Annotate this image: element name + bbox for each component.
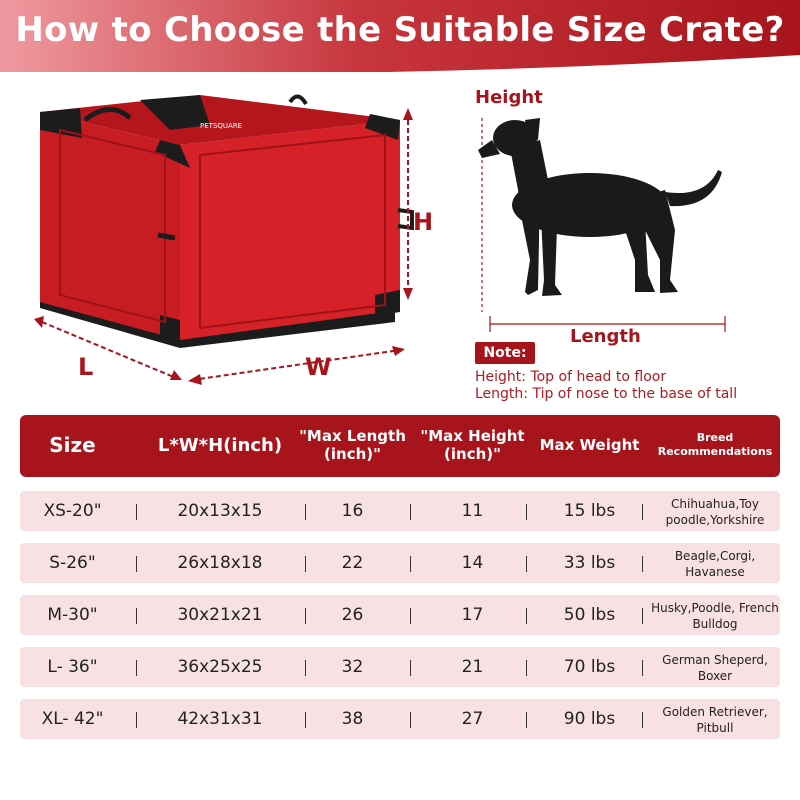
title-banner (0, 0, 800, 72)
header-max-weight: Max Weight (539, 436, 640, 454)
cell-max-length: 22 (341, 553, 364, 573)
column-divider (410, 556, 411, 572)
column-divider (410, 504, 411, 520)
cell-size: XS-20" (43, 501, 102, 521)
note-length-text: Length: Tip of nose to the base of tall (475, 386, 738, 402)
crate-image (20, 90, 450, 390)
column-divider (642, 712, 643, 728)
column-divider (526, 712, 527, 728)
column-divider (526, 556, 527, 572)
width-dimension-label: W (305, 353, 332, 381)
column-divider (642, 504, 643, 520)
cell-max-weight: 33 lbs (563, 553, 616, 573)
column-divider (642, 608, 643, 624)
column-divider (526, 504, 527, 520)
cell-size: L- 36" (47, 657, 98, 677)
column-divider (305, 504, 306, 520)
cell-dimensions: 30x21x21 (177, 605, 263, 625)
table-row (20, 491, 780, 531)
note-badge: Note: (475, 342, 535, 364)
cell-max-height: 11 (461, 501, 484, 521)
column-divider (305, 608, 306, 624)
page-title: How to Choose the Suitable Size Crate? (15, 10, 785, 50)
cell-max-weight: 90 lbs (563, 709, 616, 729)
cell-dimensions: 36x25x25 (177, 657, 263, 677)
cell-dimensions: 42x31x31 (177, 709, 263, 729)
column-divider (136, 608, 137, 624)
cell-size: S-26" (49, 553, 96, 573)
column-divider (410, 712, 411, 728)
cell-breeds: Beagle,Corgi, Havanese (674, 549, 756, 579)
column-divider (305, 660, 306, 676)
cell-dimensions: 26x18x18 (177, 553, 263, 573)
cell-breeds: German Sheperd, Boxer (662, 653, 768, 683)
dog-silhouette (478, 118, 722, 296)
size-table-header (20, 415, 780, 477)
cell-breeds: Chihuahua,Toy poodle,Yorkshire (665, 497, 765, 527)
table-row (20, 699, 780, 739)
cell-max-height: 17 (461, 605, 484, 625)
cell-max-length: 26 (341, 605, 364, 625)
cell-breeds: Golden Retriever, Pitbull (662, 705, 768, 735)
column-divider (305, 556, 306, 572)
cell-max-length: 16 (341, 501, 364, 521)
column-divider (136, 556, 137, 572)
column-divider (642, 660, 643, 676)
column-divider (526, 660, 527, 676)
column-divider (136, 660, 137, 676)
header-breed-recommendations: Breed Recommendations (657, 431, 773, 458)
header-max-height: "Max Height (inch)" (420, 427, 525, 463)
crate-brand-label: PETSQUARE (200, 122, 243, 130)
table-row (20, 595, 780, 635)
height-dimension-label: H (413, 208, 434, 236)
header-max-length: "Max Length (inch)" (299, 427, 406, 463)
column-divider (410, 608, 411, 624)
cell-max-height: 27 (461, 709, 484, 729)
column-divider (136, 504, 137, 520)
cell-max-weight: 50 lbs (563, 605, 616, 625)
column-divider (642, 556, 643, 572)
column-divider (410, 660, 411, 676)
table-row (20, 543, 780, 583)
column-divider (136, 712, 137, 728)
header-size: Size (49, 433, 96, 457)
dog-height-label: Height (475, 87, 543, 108)
cell-max-length: 32 (341, 657, 364, 677)
header-dimensions: L*W*H(inch) (157, 435, 283, 456)
length-dimension-label: L (78, 353, 94, 381)
dog-measurement-diagram (470, 80, 790, 340)
note-height-text: Height: Top of head to floor (475, 369, 667, 385)
cell-max-length: 38 (341, 709, 364, 729)
cell-breeds: Husky,Poodle, French Bulldog (651, 601, 779, 631)
dog-length-label: Length (570, 326, 641, 347)
cell-max-height: 14 (461, 553, 484, 573)
table-row (20, 647, 780, 687)
cell-max-weight: 70 lbs (563, 657, 616, 677)
column-divider (526, 608, 527, 624)
cell-size: M-30" (47, 605, 98, 625)
cell-max-weight: 15 lbs (563, 501, 616, 521)
cell-dimensions: 20x13x15 (177, 501, 263, 521)
cell-max-height: 21 (461, 657, 484, 677)
cell-size: XL- 42" (41, 709, 104, 729)
column-divider (305, 712, 306, 728)
